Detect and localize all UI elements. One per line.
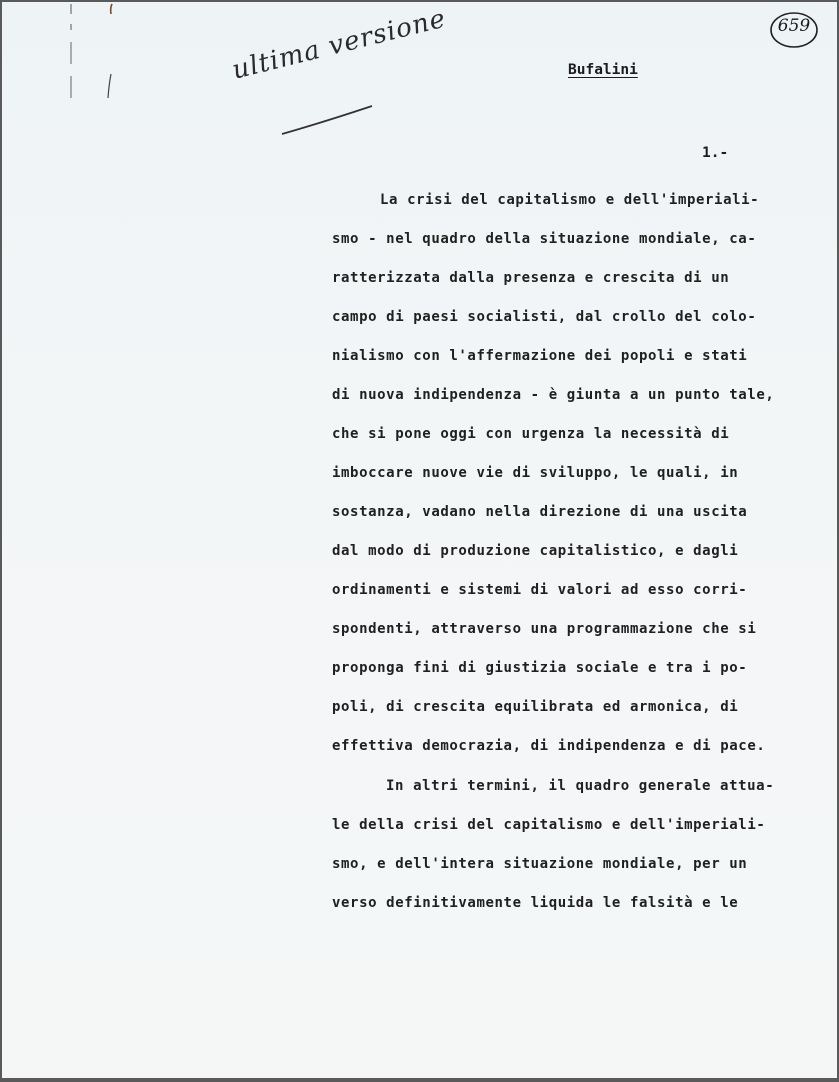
text-line: smo, e dell'intera situazione mondiale, per un xyxy=(332,856,748,872)
margin-pencil-marks xyxy=(2,2,122,112)
section-number: 1.- xyxy=(702,145,729,161)
text-line: effettiva democrazia, di indipendenza e di pace. xyxy=(332,738,766,754)
text-line: nialismo con l'affermazione dei popoli e stati xyxy=(332,348,748,364)
text-line: ratterizzata dalla presenza e crescita di un xyxy=(332,270,730,286)
text-line: ordinamenti e sistemi di valori ad esso corri- xyxy=(332,582,748,598)
text-line: dal modo di produzione capitalistico, e dagli xyxy=(332,543,739,559)
document-header: Bufalini xyxy=(568,62,638,78)
text-line: campo di paesi socialisti, dal crollo del colo- xyxy=(332,309,757,325)
text-line: La crisi del capitalismo e dell'imperiali- xyxy=(380,192,760,208)
document-page xyxy=(2,2,837,1078)
text-line: In altri termini, il quadro generale attua- xyxy=(386,778,775,794)
handwritten-note: ultima versione xyxy=(229,3,450,86)
text-line: verso definitivamente liquida le falsità e le xyxy=(332,895,739,911)
text-line: poli, di crescita equilibrata ed armonica, di xyxy=(332,699,739,715)
text-line: imboccare nuove vie di sviluppo, le quali, in xyxy=(332,465,739,481)
text-line: di nuova indipendenza - è giunta a un punto tale, xyxy=(332,387,775,403)
text-line: le della crisi del capitalismo e dell'imperiali- xyxy=(332,817,766,833)
text-line: che si pone oggi con urgenza la necessità di xyxy=(332,426,730,442)
handwritten-underline xyxy=(234,42,434,142)
page-number: 659 xyxy=(777,16,811,36)
text-line: smo - nel quadro della situazione mondiale, ca- xyxy=(332,231,757,247)
text-line: spondenti, attraverso una programmazione che si xyxy=(332,621,757,637)
text-line: proponga fini di giustizia sociale e tra i po- xyxy=(332,660,748,676)
text-line: sostanza, vadano nella direzione di una uscita xyxy=(332,504,748,520)
